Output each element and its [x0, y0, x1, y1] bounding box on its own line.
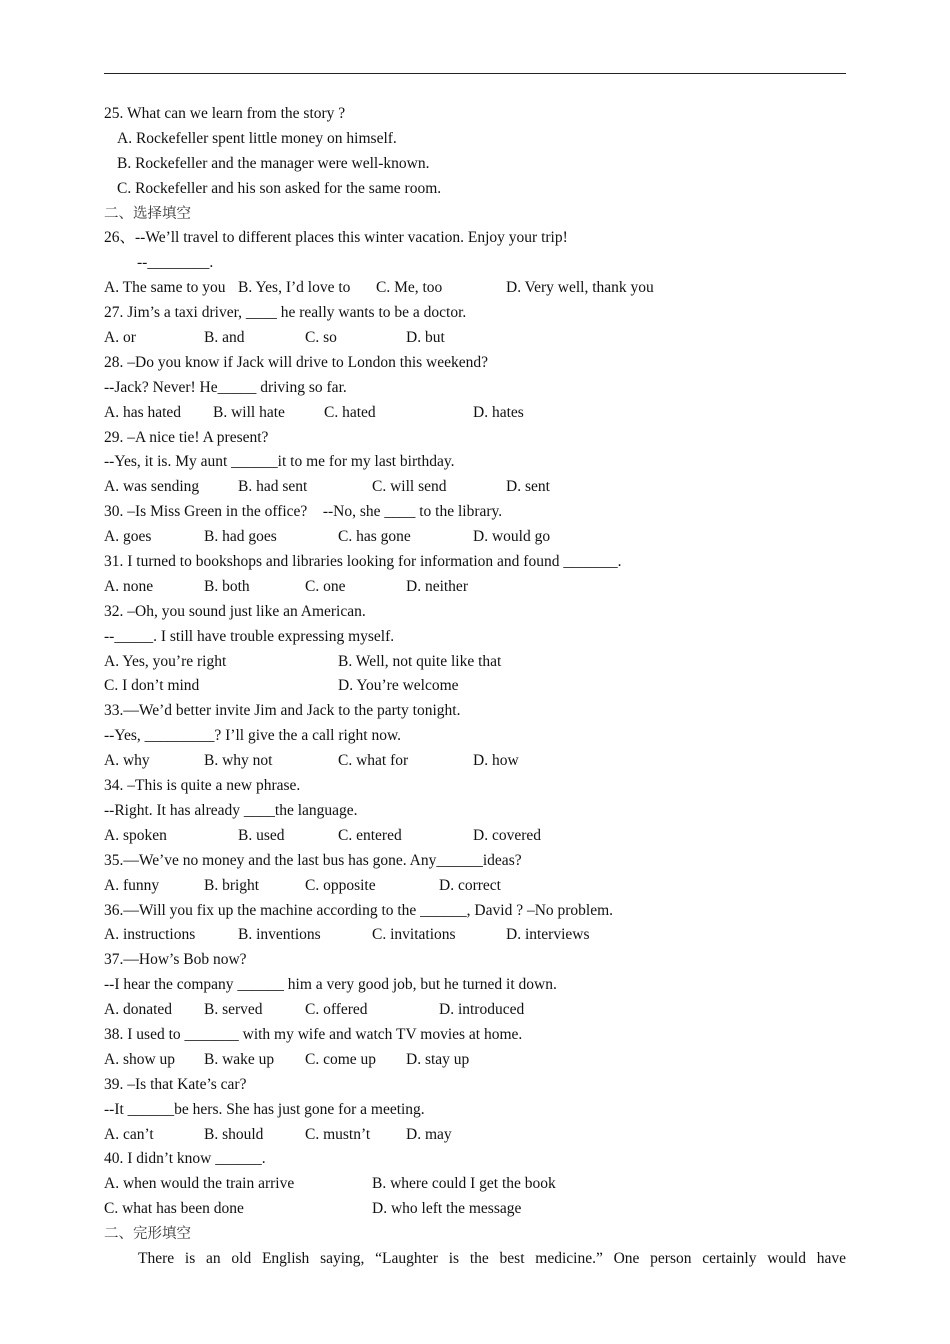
option-b: B. Well, not quite like that [338, 652, 502, 670]
option-c: C. opposite [305, 876, 376, 894]
question-25-option-b: B. Rockefeller and the manager were well-known. [117, 154, 430, 172]
question-26-stem: 26、--We’ll travel to different places this winter vacation. Enjoy your trip! [104, 229, 568, 247]
option-d: D. covered [473, 826, 541, 844]
option-d: D. introduced [439, 1001, 525, 1019]
question-32-options-cd [104, 674, 846, 699]
option-c: C. will send [372, 478, 447, 496]
question-33-stem: 33.—We’d better invite Jim and Jack to the party tonight. [104, 702, 461, 720]
option-b: B. bright [204, 876, 260, 894]
question-29-stem: 29. –A nice tie! A present? [104, 428, 269, 446]
option-d: D. would go [473, 528, 551, 546]
question-38-stem: 38. I used to _______ with my wife and watch TV movies at home. [104, 1025, 523, 1043]
option-d: D. stay up [406, 1050, 470, 1068]
question-30-options [104, 525, 846, 550]
option-a: A. funny [104, 876, 160, 894]
option-b: B. inventions [238, 926, 321, 944]
option-b: B. both [204, 577, 250, 595]
question-29-options [104, 475, 846, 500]
question-37-stem: 37.—How’s Bob now? [104, 951, 247, 969]
option-a: A. goes [104, 528, 152, 546]
question-25-option-c: C. Rockefeller and his son asked for the same room. [117, 179, 442, 197]
option-d: D. You’re welcome [338, 677, 459, 695]
question-27-options [104, 326, 846, 351]
option-a: A. The same to you [104, 279, 226, 297]
question-25-stem: 25. What can we learn from the story ? [104, 105, 346, 122]
question-33-reply: --Yes, _________? I’ll give the a call right now. [104, 727, 402, 745]
question-30-stem: 30. –Is Miss Green in the office? --No, she ____ to the library. [104, 503, 503, 521]
option-b: B. had sent [238, 478, 308, 496]
question-35-stem: 35.—We’ve no money and the last bus has gone. Any______ideas? [104, 851, 522, 869]
option-b: B. should [204, 1125, 264, 1143]
question-39-reply: --It ______be hers. She has just gone for a meeting. [104, 1100, 425, 1118]
option-b: B. will hate [213, 403, 285, 421]
option-a: A. show up [104, 1050, 176, 1068]
option-c: C. so [305, 329, 337, 347]
option-d: D. interviews [506, 926, 590, 944]
option-a: A. or [104, 329, 136, 347]
option-c: C. Me, too [376, 279, 443, 297]
option-b: B. had goes [204, 528, 277, 546]
option-c: C. I don’t mind [104, 677, 200, 695]
option-c: C. offered [305, 1001, 368, 1019]
question-37-reply: --I hear the company ______ him a very good job, but he turned it down. [104, 976, 557, 994]
question-28-stem: 28. –Do you know if Jack will drive to London this weekend? [104, 353, 488, 371]
option-c: C. come up [305, 1050, 377, 1068]
question-39-stem: 39. –Is that Kate’s car? [104, 1075, 247, 1093]
question-37-options [104, 998, 846, 1023]
option-b: B. and [204, 329, 245, 347]
question-32-stem: 32. –Oh, you sound just like an American. [104, 602, 366, 620]
exam-content [104, 102, 846, 1272]
question-36-stem: 36.—Will you fix up the machine according to the ______, David ? –No problem. [104, 901, 614, 919]
option-a: A. why [104, 752, 150, 770]
question-34-stem: 34. –This is quite a new phrase. [104, 777, 301, 795]
option-d: D. sent [506, 478, 550, 496]
option-c: C. hated [324, 403, 376, 421]
option-d: D. Very well, thank you [506, 279, 654, 297]
question-26-options [104, 276, 846, 301]
question-40-options-ab [104, 1172, 846, 1197]
question-40-options-cd [104, 1197, 846, 1222]
question-38-options [104, 1048, 846, 1073]
question-28-options [104, 401, 846, 426]
option-a: A. Yes, you’re right [104, 652, 227, 670]
option-a: A. none [104, 577, 154, 595]
option-a: A. when would the train arrive [104, 1175, 295, 1193]
option-a: A. instructions [104, 926, 196, 944]
option-c: C. what for [338, 752, 409, 770]
question-25-option-a: A. Rockefeller spent little money on himself. [117, 129, 397, 147]
question-27-stem: 27. Jim’s a taxi driver, ____ he really wants to be a doctor. [104, 304, 467, 322]
question-31-stem: 31. I turned to bookshops and libraries looking for information and found _______. [104, 553, 622, 571]
option-c: C. mustn’t [305, 1125, 371, 1143]
option-d: D. correct [439, 876, 501, 894]
option-d: D. neither [406, 577, 468, 595]
question-31-options [104, 575, 846, 600]
question-28-reply: --Jack? Never! He_____ driving so far. [104, 378, 347, 396]
option-c: C. has gone [338, 528, 411, 546]
option-a: A. donated [104, 1001, 173, 1019]
section-heading-cloze: 二、完形填空 [104, 1226, 191, 1243]
option-d: D. may [406, 1125, 452, 1143]
option-c: C. invitations [372, 926, 456, 944]
option-a: A. spoken [104, 826, 167, 844]
option-a: A. has hated [104, 403, 182, 421]
option-b: B. used [238, 826, 285, 844]
option-d: D. but [406, 329, 445, 347]
option-b: B. wake up [204, 1050, 275, 1068]
option-d: D. who left the message [372, 1200, 522, 1218]
header-rule [104, 73, 846, 74]
option-b: B. where could I get the book [372, 1175, 556, 1193]
option-b: B. served [204, 1001, 263, 1019]
question-39-options [104, 1123, 846, 1148]
question-40-stem: 40. I didn’t know ______. [104, 1150, 266, 1168]
question-29-reply: --Yes, it is. My aunt ______it to me for my last birthday. [104, 453, 455, 471]
option-a: A. was sending [104, 478, 200, 496]
question-36-options [104, 923, 846, 948]
question-35-options [104, 874, 846, 899]
question-34-reply: --Right. It has already ____the language. [104, 801, 358, 819]
option-b: B. Yes, I’d love to [238, 279, 351, 297]
question-34-options [104, 824, 846, 849]
question-26-reply: --________. [137, 254, 214, 272]
cloze-passage-first-line: There is an old English saying, “Laughter is the best medicine.” One person certainly would have [138, 1249, 846, 1267]
option-c: C. what has been done [104, 1200, 244, 1218]
question-32-reply: --_____. I still have trouble expressing myself. [104, 627, 395, 645]
option-c: C. entered [338, 826, 402, 844]
option-c: C. one [305, 577, 346, 595]
section-heading-choice: 二、选择填空 [104, 205, 191, 222]
option-a: A. can’t [104, 1125, 154, 1143]
option-d: D. hates [473, 403, 524, 421]
option-d: D. how [473, 752, 519, 770]
option-b: B. why not [204, 752, 273, 770]
question-32-options-ab [104, 650, 846, 675]
question-33-options [104, 749, 846, 774]
